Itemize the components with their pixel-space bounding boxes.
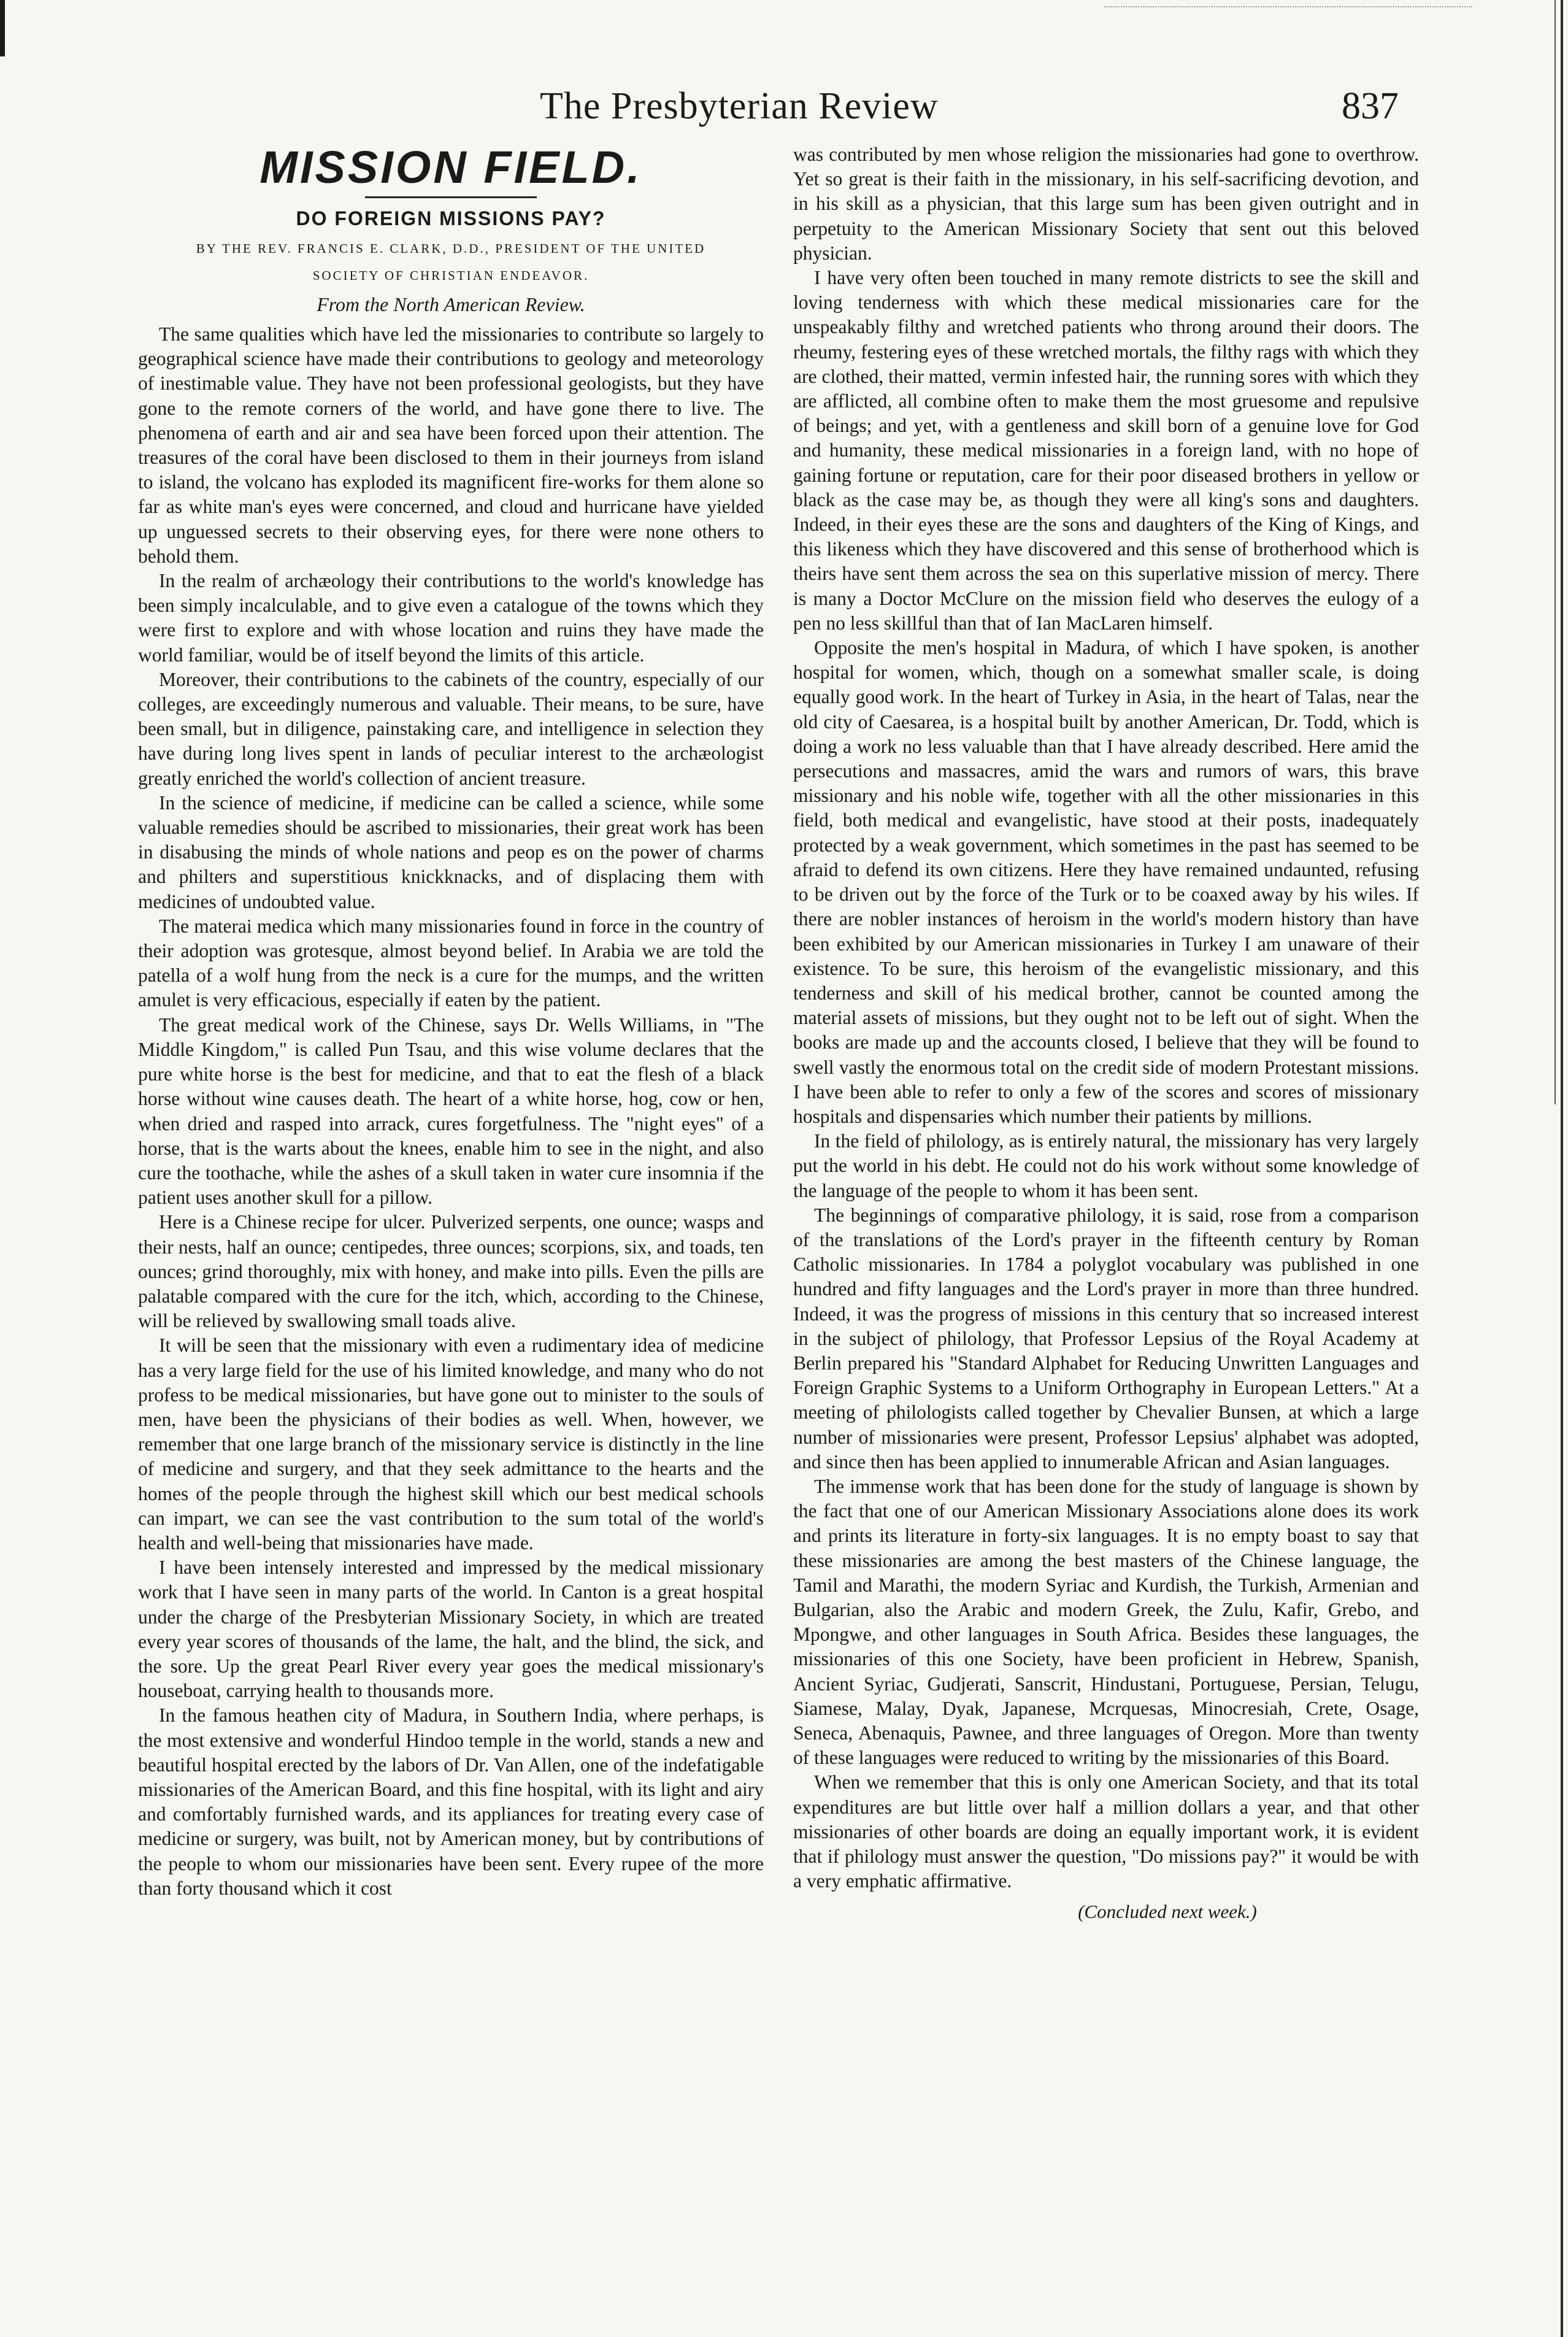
paragraph: I have very often been touched in many remote districts to see the skill and loving tenderness with which these medical missionaries care for the unspeakably filthy and wretched patients who throng around their doors. The rheumy, festering eyes of these wretched mortals, the filthy rags with which they are clothed, their matted, vermin infested hair, the running sores with which they are afflicted, all combine often to make them the most gruesome and repulsive of beings; and yet, with a gentleness and skill born of a genuine love for God and humanity, these medical missionaries in a foreign land, with no hope of gaining fortune or reputation, care for their poor diseased brothers in yellow or black as the case may be, as though they were all king's sons and daughters. Indeed, in their eyes these are the sons and daughters of the King of Kings, and this likeness which they have discovered and this sense of brotherhood which is theirs have sent them across the sea on this superlative mission of mercy. There is many a Doctor McClure on the mission field who deserves the eulogy of a pen no less skillful than that of Ian MacLaren himself.: [793, 267, 1419, 634]
paragraph: In the field of philology, as is entirely natural, the missionary has very largely put the world in his debt. He could not do his work without some knowledge of the language of the people to whom it has been sent.: [793, 1130, 1419, 1201]
article-title: DO FOREIGN MISSIONS PAY?: [296, 207, 606, 229]
byline-line-1: BY THE REV. FRANCIS E. CLARK, D.D., PRESIDENT OF THE UNITED: [196, 241, 706, 256]
paragraph: In the science of medicine, if medicine can be called a science, while some valuable remedies should be ascribed to missionaries, their great work has been in disabusing the minds of whole nations and peop es on the power of charms and philters and superstitious knickknacks, and of displacing them with medicines of undoubted value.: [138, 791, 764, 912]
binding-edge-inner: [1555, 0, 1556, 1104]
left-column: [138, 142, 764, 1901]
paragraph: The beginnings of comparative philology, it is said, rose from a comparison of the translations of the Lord's prayer in the fifteenth century by Roman Catholic missionaries. In 1784 a polyglot vocabulary was published in one hundred and fifty languages and the Lord's prayer in more than three hundred. Indeed, it was the progress of missions in this century that so increased interest in the subject of philology, that Professor Lepsius of the Royal Academy at Berlin prepared his "Standard Alphabet for Reducing Unwritten Languages and Foreign Graphic Systems to a Uniform Orthography in European Letters." At a meeting of philologists called together by Chevalier Bunsen, at which a large number of missionaries were present, Professor Lepsius' alphabet was adopted, and since then has been applied to innumerable African and Asian languages.: [793, 1204, 1419, 1473]
paragraph: The immense work that has been done for the study of language is shown by the fact that one of our American Missionary Associations alone does its work and prints its literature in forty-six languages. It is no empty boast to say that these missionaries are among the best masters of the Chinese language, the Tamil and Marathi, the modern Syriac and Kurdish, the Turkish, Armenian and Bulgarian, also the Arabic and modern Greek, the Zulu, Kafir, Grebo, and Mpongwe, and other languages in South Africa. Besides these languages, the missionaries of this one Society, have been proficient in Hebrew, Spanish, Ancient Syriac, Gudjerati, Sanscrit, Hindustani, Portuguese, Persian, Telugu, Siamese, Malay, Dyak, Japanese, Mcrquesas, Minocresiah, Crete, Osage, Seneca, Abenaquis, Pawnee, and three languages of Oregon. More than twenty of these languages were reduced to writing by the missionaries of this Board.: [793, 1475, 1419, 1769]
paragraph: I have been intensely interested and impressed by the medical missionary work that I have seen in many parts of the world. In Canton is a great hospital under the charge of the Presbyterian Missionary Society, in which are treated every year scores of thousands of the lame, the halt, and the blind, the sick, and the sore. Up the great Pearl River every year goes the medical missionary's houseboat, carrying health to thousands more.: [138, 1557, 764, 1702]
paragraph: In the famous heathen city of Madura, in Southern India, where perhaps, is the most extensive and wonderful Hindoo temple in the world, stands a new and beautiful hospital erected by the labors of Dr. Van Allen, one of the indefatigable missionaries of the American Board, and this fine hospital, with its light and airy and comfortably furnished wards, and its appliances for treating every case of medicine or surgery, was built, not by American money, but by contributions of the people to whom our missionaries have been sent. Every rupee of the more than forty thousand which it cost: [138, 1704, 764, 1899]
running-head: [540, 85, 1399, 134]
paragraph: In the realm of archæology their contributions to the world's knowledge has been simply incalculable, and to give even a catalogue of the towns which they were first to explore and with whose location and ruins they have made the world familiar, would be of itself beyond the limits of this article.: [138, 570, 764, 666]
paragraph: Here is a Chinese recipe for ulcer. Pulverized serpents, one ounce; wasps and their nests, half an ounce; centipedes, three ounces; scorpions, six, and toads, ten ounces; grind thoroughly, mix with honey, and make into pills. Even the pills are palatable compared with the cure for the itch, which, according to the Chinese, will be relieved by swallowing small toads alive.: [138, 1211, 764, 1332]
paragraph: The same qualities which have led the missionaries to contribute so largely to geographical science have made their contributions to geology and meteorology of inestimable value. They have not been professional geologists, but they have gone to the remote corners of the world, and have gone there to live. The phenomena of earth and air and sea have been forced upon their attention. The treasures of the coral have been disclosed to them in their journeys from island to island, the volcano has exploded its magnificent fire-works for them alone so far as white man's eyes were concerned, and cloud and hurricane have yielded up unguessed secrets to their observing eyes, for there were none others to behold them.: [138, 323, 764, 567]
right-column: [793, 142, 1419, 1925]
paragraph: The great medical work of the Chinese, says Dr. Wells Williams, in "The Middle Kingdom," is called Pun Tsau, and this wise volume declares that the pure white horse is the best for medicine, and that to eat the flesh of a black horse without wine causes death. The heart of a white horse, hog, cow or hen, when dried and rasped into arrack, cures forgetfulness. The "night eyes" of a horse, that is the warts about the knees, enable him to see in the night, and also cure the toothache, while the ashes of a skull taken in water cure insomnia if the patient uses another skull for a pillow.: [138, 1014, 764, 1209]
paragraph: The materai medica which many missionaries found in force in the country of their adoption was grotesque, almost beyond belief. In Arabia we are told the patella of a wolf hung from the neck is a cure for the mumps, and the written amulet is very efficacious, especially if eaten by the patient.: [138, 915, 764, 1011]
paragraph: When we remember that this is only one American Society, and that its total expenditures are but little over half a million dollars a year, and that other missionaries of other boards are doing an equally important work, it is evident that if philology must answer the question, "Do missions pay?" it would be with a very emphatic affirmative.: [793, 1771, 1419, 1892]
paragraph: was contributed by men whose religion the missionaries had gone to overthrow. Yet so great is their faith in the missionary, in his self-sacrificing devotion, and in his skill as a physician, that this large sum has been given outright and in perpetuity to the American Missionary Society that sent out this beloved physician.: [793, 144, 1419, 264]
source-line: From the North American Review.: [317, 293, 585, 315]
right-body: [793, 142, 1419, 1893]
continued-note: (Concluded next week.): [1078, 1901, 1257, 1923]
page-edge-mark: [0, 0, 5, 56]
paragraph: It will be seen that the missionary with even a rudimentary idea of medicine has a very large field for the use of his limited knowledge, and many who do not profess to be medical missionaries, but have gone out to minister to the souls of men, have been the physicians of their bodies as well. When, however, we remember that one large branch of the missionary service is distinctly in the line of medicine and surgery, and that they seek admittance to the hearts and the homes of the people through the highest skill which our best medical schools can impart, we can see the vast contribution to the sum total of the world's health and well-being that missionaries have made.: [138, 1334, 764, 1554]
left-body: [138, 322, 764, 1901]
binding-edge: [1561, 0, 1563, 2337]
section-heading: MISSION FIELD.: [259, 142, 642, 193]
scan-specks: [1104, 6, 1472, 13]
paragraph: Moreover, their contributions to the cabinets of the country, especially of our colleges, are exceedingly numerous and valuable. Their means, to be sure, have been small, but in diligence, painstaking care, and intelligence in selection they have during long lives spent in lands of peculiar interest to the archæologist greatly enriched the world's collection of ancient treasure.: [138, 668, 764, 789]
running-title: The Presbyterian Review: [540, 85, 939, 127]
heading-rule: [365, 196, 537, 198]
page-number: 837: [1342, 85, 1399, 127]
paragraph: Opposite the men's hospital in Madura, of which I have spoken, is another hospital for women, which, though on a somewhat smaller scale, is doing equally good work. In the heart of Turkey in Asia, in the heart of Talas, near the old city of Caesarea, is a hospital built by another American, Dr. Todd, which is doing a work no less valuable than that I have already described. Here amid the persecutions and massacres, amid the wars and rumors of wars, this brave missionary and his noble wife, together with all the other missionaries in this field, both medical and evangelistic, have stood at their posts, inadequately protected by a weak government, which sometimes in the past has seemed to be afraid to defend its own citizens. Here they have remained undaunted, refusing to be driven out by the force of the Turk or to be coaxed away by his wiles. If there are nobler instances of heroism in the world's modern history than have been exhibited by our American missionaries in Turkey I am unaware of their existence. To be sure, this heroism of the evangelistic missionary, and this tenderness and skill of his medical brother, cannot be counted among the material assets of missions, but they ought not to be left out of sight. When the books are made up and the accounts closed, I believe that they will be found to swell vastly the enormous total on the credit side of modern Protestant missions. I have been able to refer to only a few of the scores and scores of missionary hospitals and dispensaries which number their patients by millions.: [793, 637, 1419, 1127]
byline: [138, 235, 764, 289]
byline-line-2: SOCIETY OF CHRISTIAN ENDEAVOR.: [312, 268, 590, 283]
